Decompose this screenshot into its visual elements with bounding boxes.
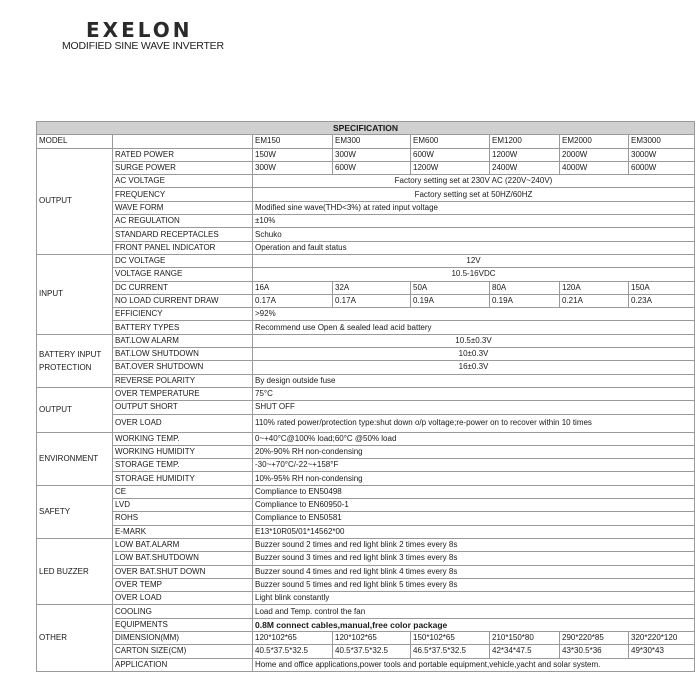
param-label: APPLICATION bbox=[113, 658, 253, 671]
brand-logo: EXELON bbox=[86, 18, 193, 42]
param-value: 32A bbox=[333, 281, 411, 294]
spec-row bbox=[37, 161, 695, 174]
model-label-spacer bbox=[113, 135, 253, 148]
param-label: COOLING bbox=[113, 605, 253, 618]
param-value: 300W bbox=[253, 161, 333, 174]
spec-row bbox=[37, 645, 695, 658]
param-label: ROHS bbox=[113, 512, 253, 525]
param-value-span: 16±0.3V bbox=[253, 361, 695, 374]
param-value-span: Load and Temp. control the fan bbox=[253, 605, 695, 618]
param-value: 40.5*37.5*32.5 bbox=[253, 645, 333, 658]
param-value-span: 20%-90% RH non-condensing bbox=[253, 445, 695, 458]
group-label: ENVIRONMENT bbox=[37, 432, 113, 485]
param-value-span: Recommend use Open & sealed lead acid battery bbox=[253, 321, 695, 334]
spec-row bbox=[37, 321, 695, 334]
param-value: 50A bbox=[411, 281, 490, 294]
param-value-span: Buzzer sound 4 times and red light blink 4 times every 8s bbox=[253, 565, 695, 578]
spec-row bbox=[37, 361, 695, 374]
param-value: 320*220*120 bbox=[629, 631, 695, 644]
param-value: 6000W bbox=[629, 161, 695, 174]
param-label: LOW BAT.SHUTDOWN bbox=[113, 552, 253, 565]
param-value-span: SHUT OFF bbox=[253, 401, 695, 414]
param-value-span: Home and office applications,power tools and portable equipment,vehicle,yacht and solar system. bbox=[253, 658, 695, 671]
param-value-span: Buzzer sound 5 times and red light blink 5 times every 8s bbox=[253, 578, 695, 591]
param-value: 0.19A bbox=[490, 294, 560, 307]
spec-row bbox=[37, 605, 695, 618]
param-value-span: Operation and fault status bbox=[253, 241, 695, 254]
param-value: 0.23A bbox=[629, 294, 695, 307]
spec-row bbox=[37, 401, 695, 414]
spec-row bbox=[37, 387, 695, 400]
param-label: WORKING HUMIDITY bbox=[113, 445, 253, 458]
param-label: BAT.OVER SHUTDOWN bbox=[113, 361, 253, 374]
spec-row bbox=[37, 334, 695, 347]
param-value: 150A bbox=[629, 281, 695, 294]
group-label: BATTERY INPUT PROTECTION bbox=[37, 334, 113, 387]
param-label: DC CURRENT bbox=[113, 281, 253, 294]
param-value-span: Compliance to EN60950-1 bbox=[253, 499, 695, 512]
param-value: 42*34*47.5 bbox=[490, 645, 560, 658]
param-value-span: Compliance to EN50498 bbox=[253, 485, 695, 498]
param-label: WAVE FORM bbox=[113, 201, 253, 214]
param-label: EQUIPMENTS bbox=[113, 618, 253, 631]
spec-row bbox=[37, 294, 695, 307]
param-label: OVER BAT.SHUT DOWN bbox=[113, 565, 253, 578]
param-value-span: 110% rated power/protection type:shut down o/p voltage;re-power on to recover within 10 times bbox=[253, 414, 695, 432]
spec-row bbox=[37, 348, 695, 361]
param-label: RATED POWER bbox=[113, 148, 253, 161]
param-label: FREQUENCY bbox=[113, 188, 253, 201]
param-value: 43*30.5*36 bbox=[560, 645, 629, 658]
param-value: 150*102*65 bbox=[411, 631, 490, 644]
spec-table bbox=[36, 121, 695, 672]
param-value: 0.17A bbox=[253, 294, 333, 307]
param-label: OVER LOAD bbox=[113, 414, 253, 432]
param-value-span: 10.5-16VDC bbox=[253, 268, 695, 281]
spec-row bbox=[37, 578, 695, 591]
param-label: AC VOLTAGE bbox=[113, 175, 253, 188]
param-label: BAT.LOW SHUTDOWN bbox=[113, 348, 253, 361]
param-value: 290*220*85 bbox=[560, 631, 629, 644]
group-label: SAFETY bbox=[37, 485, 113, 538]
param-value-span: Light blink constantly bbox=[253, 592, 695, 605]
param-value-span: Schuko bbox=[253, 228, 695, 241]
param-value: 150W bbox=[253, 148, 333, 161]
param-value: 210*150*80 bbox=[490, 631, 560, 644]
spec-header-row bbox=[37, 122, 695, 135]
param-value: 600W bbox=[411, 148, 490, 161]
spec-row bbox=[37, 445, 695, 458]
param-value: 40.5*37.5*32.5 bbox=[333, 645, 411, 658]
spec-row bbox=[37, 254, 695, 267]
spec-row bbox=[37, 215, 695, 228]
param-label: WORKING TEMP. bbox=[113, 432, 253, 445]
group-label: OTHER bbox=[37, 605, 113, 671]
param-value-span: 10.5±0.3V bbox=[253, 334, 695, 347]
param-value: 120*102*65 bbox=[253, 631, 333, 644]
param-value-span: ±10% bbox=[253, 215, 695, 228]
spec-row bbox=[37, 459, 695, 472]
spec-row bbox=[37, 565, 695, 578]
param-value-span: Buzzer sound 2 times and red light blink 2 times every 8s bbox=[253, 538, 695, 551]
param-label: E-MARK bbox=[113, 525, 253, 538]
param-value: 49*30*43 bbox=[629, 645, 695, 658]
param-value-span: By design outside fuse bbox=[253, 374, 695, 387]
spec-row bbox=[37, 188, 695, 201]
model-name: EM2000 bbox=[560, 135, 629, 148]
param-label: STORAGE TEMP. bbox=[113, 459, 253, 472]
model-name: EM1200 bbox=[490, 135, 560, 148]
param-value-span: Factory setting set at 230V AC (220V~240V) bbox=[253, 175, 695, 188]
spec-row bbox=[37, 512, 695, 525]
param-value-span: 10%-95% RH non-condensing bbox=[253, 472, 695, 485]
spec-title: SPECIFICATION bbox=[37, 122, 695, 135]
param-value: 120A bbox=[560, 281, 629, 294]
spec-row bbox=[37, 281, 695, 294]
spec-row bbox=[37, 499, 695, 512]
param-value-span: >92% bbox=[253, 308, 695, 321]
param-value-span: Buzzer sound 3 times and red light blink 3 times every 8s bbox=[253, 552, 695, 565]
param-label: OVER TEMPERATURE bbox=[113, 387, 253, 400]
model-name: EM3000 bbox=[629, 135, 695, 148]
param-value: 120*102*65 bbox=[333, 631, 411, 644]
param-value-span: Modified sine wave(THD<3%) at rated input voltage bbox=[253, 201, 695, 214]
param-value: 0.17A bbox=[333, 294, 411, 307]
param-label: OVER TEMP bbox=[113, 578, 253, 591]
param-value: 300W bbox=[333, 148, 411, 161]
param-value-span: 10±0.3V bbox=[253, 348, 695, 361]
param-value: 1200W bbox=[490, 148, 560, 161]
param-value: 4000W bbox=[560, 161, 629, 174]
param-value-span: Compliance to EN50581 bbox=[253, 512, 695, 525]
param-value: 1200W bbox=[411, 161, 490, 174]
param-value: 46.5*37.5*32.5 bbox=[411, 645, 490, 658]
spec-row bbox=[37, 268, 695, 281]
param-value-span: E13*10R05/01*14562*00 bbox=[253, 525, 695, 538]
model-name: EM600 bbox=[411, 135, 490, 148]
param-label: STANDARD RECEPTACLES bbox=[113, 228, 253, 241]
spec-row bbox=[37, 201, 695, 214]
param-label: OUTPUT SHORT bbox=[113, 401, 253, 414]
group-label: OUTPUT bbox=[37, 148, 113, 254]
param-value: 600W bbox=[333, 161, 411, 174]
spec-row bbox=[37, 552, 695, 565]
param-label: LVD bbox=[113, 499, 253, 512]
model-name: EM300 bbox=[333, 135, 411, 148]
param-value: 3000W bbox=[629, 148, 695, 161]
spec-row bbox=[37, 414, 695, 432]
param-value: 0.21A bbox=[560, 294, 629, 307]
param-label: FRONT PANEL INDICATOR bbox=[113, 241, 253, 254]
param-value-span: 0~+40°C@100% load;60°C @50% load bbox=[253, 432, 695, 445]
param-label: AC REGULATION bbox=[113, 215, 253, 228]
param-value: 16A bbox=[253, 281, 333, 294]
product-subtitle: MODIFIED SINE WAVE INVERTER bbox=[62, 40, 224, 52]
param-label: REVERSE POLARITY bbox=[113, 374, 253, 387]
param-value-span: Factory setting set at 50HZ/60HZ bbox=[253, 188, 695, 201]
spec-row bbox=[37, 148, 695, 161]
spec-row bbox=[37, 374, 695, 387]
spec-row bbox=[37, 308, 695, 321]
param-label: BATTERY TYPES bbox=[113, 321, 253, 334]
param-value-span: -30~+70°C/-22~+158°F bbox=[253, 459, 695, 472]
group-label: LED BUZZER bbox=[37, 538, 113, 604]
param-label: SURGE POWER bbox=[113, 161, 253, 174]
model-label: MODEL bbox=[37, 135, 113, 148]
spec-row bbox=[37, 241, 695, 254]
param-label: VOLTAGE RANGE bbox=[113, 268, 253, 281]
param-label: BAT.LOW ALARM bbox=[113, 334, 253, 347]
spec-row bbox=[37, 472, 695, 485]
spec-row bbox=[37, 228, 695, 241]
param-label: LOW BAT.ALARM bbox=[113, 538, 253, 551]
param-value: 2400W bbox=[490, 161, 560, 174]
spec-row bbox=[37, 658, 695, 671]
param-label: EFFICIENCY bbox=[113, 308, 253, 321]
group-label: OUTPUT bbox=[37, 387, 113, 432]
param-label: CARTON SIZE(CM) bbox=[113, 645, 253, 658]
param-value-span: 75°C bbox=[253, 387, 695, 400]
spec-row bbox=[37, 485, 695, 498]
param-label: CE bbox=[113, 485, 253, 498]
spec-row bbox=[37, 592, 695, 605]
spec-row bbox=[37, 525, 695, 538]
spec-row bbox=[37, 618, 695, 631]
spec-row bbox=[37, 432, 695, 445]
group-label: INPUT bbox=[37, 254, 113, 334]
param-value-span: 12V bbox=[253, 254, 695, 267]
spec-row bbox=[37, 175, 695, 188]
param-label: DC VOLTAGE bbox=[113, 254, 253, 267]
param-label: NO LOAD CURRENT DRAW bbox=[113, 294, 253, 307]
model-row bbox=[37, 135, 695, 148]
param-value: 2000W bbox=[560, 148, 629, 161]
param-value: 0.19A bbox=[411, 294, 490, 307]
spec-row bbox=[37, 538, 695, 551]
param-label: OVER LOAD bbox=[113, 592, 253, 605]
param-value-span: 0.8M connect cables,manual,free color package bbox=[253, 618, 695, 631]
spec-row bbox=[37, 631, 695, 644]
param-label: STORAGE HUMIDITY bbox=[113, 472, 253, 485]
param-value: 80A bbox=[490, 281, 560, 294]
model-name: EM150 bbox=[253, 135, 333, 148]
param-label: DIMENSION(MM) bbox=[113, 631, 253, 644]
